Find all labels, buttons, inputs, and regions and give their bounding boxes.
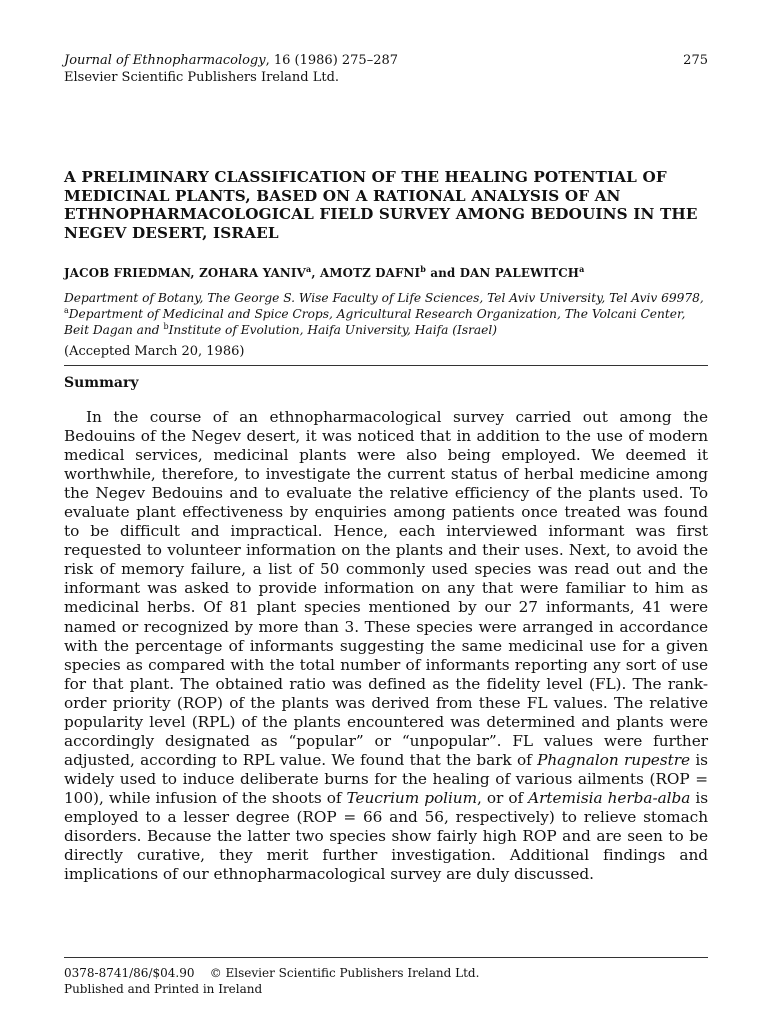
- author-list: [64, 265, 708, 281]
- species-phagnalon: Phagnalon rupestre: [537, 750, 690, 769]
- author-palewitch: DAN PALEWITCH: [459, 266, 580, 280]
- author-dafni: AMOTZ DAFNI: [320, 266, 421, 280]
- summary-heading: Summary: [64, 375, 139, 391]
- author-separator: ,: [311, 266, 321, 280]
- affiliations: [64, 290, 708, 338]
- journal-name: Journal of Ethnopharmacology: [64, 53, 266, 68]
- species-teucrium: Teucrium polium: [346, 788, 478, 807]
- journal-reference: , 16 (1986) 275–287: [265, 53, 399, 68]
- abstract-paragraph: [64, 408, 708, 884]
- paper-title: A PRELIMINARY CLASSIFICATION OF THE HEALING POTENTIAL OF MEDICINAL PLANTS, BASED ON A RATIONAL ANALYSIS OF AN ETHNOPHARMACOLOGICAL FIELD SURVEY AMONG BEDOUINS IN THE NEGEV DESERT, ISRAEL: [64, 168, 698, 242]
- journal-citation: [64, 52, 708, 69]
- printed-in: Published and Printed in Ireland: [64, 982, 263, 996]
- affiliation-a: Department of Medicinal and Spice Crops, Agricultural Research Organization, The Volcani Center, Beit Dagan and: [64, 307, 686, 337]
- header-divider: [64, 365, 708, 366]
- abstract-text-2: is widely used to induce deliberate burns for the healing of various ailments (ROP = 100), while infusion of the shoots of: [64, 750, 708, 807]
- page-number: 275: [683, 53, 708, 68]
- author-yaniv-affil-mark: a: [306, 264, 312, 274]
- abstract-text-3: , or of: [477, 788, 529, 807]
- footer-divider: [64, 957, 708, 958]
- abstract-text-4: is employed to a lesser degree (ROP = 66 and 56, respectively) to relieve stomach disorders. Because the latter two species show fairly high ROP and are seen to be directly curative, they merit further investigation. Additional findings and implications of our ethnopharmacological survey are duly discussed.: [64, 788, 708, 884]
- author-palewitch-affil-mark: a: [579, 264, 585, 274]
- paper-page: [64, 52, 708, 884]
- author-yaniv: ZOHARA YANIV: [199, 266, 306, 280]
- species-artemisia: Artemisia herba-alba: [528, 788, 691, 807]
- issn-copyright: 0378-8741/86/$04.90 © Elsevier Scientific Publishers Ireland Ltd.: [64, 966, 480, 980]
- abstract-text-1: In the course of an ethnopharmacological survey carried out among the Bedouins of the Negev desert, it was noticed that in addition to the use of modern medical services, medicinal plants were also being employed. We deemed it worthwhile, therefore, to investigate the current status of herbal medicine among the Negev Bedouins and to evaluate the relative efficiency of the plants used. To evaluate plant effectiveness by enquiries among patients once treated was found to be difficult and impractical. Hence, each interviewed informant was first requested to volunteer information on the plants and their uses. Next, to avoid the risk of memory failure, a list of 50 commonly used species was read out and the informant was asked to provide information on any that were familiar to him as medicinal herbs. Of 81 plant species mentioned by our 27 informants, 41 were named or recognized by more than 3. These species were arranged in accordance with the percentage of informants suggesting the same medicinal use for a given species as compared with the total number of informants reporting any sort of use for that plant. The obtained ratio was defined as the fidelity level (FL). The rank-order priority (ROP) of the plants was derived from these FL values. The relative popularity level (RPL) of the plants encountered was determined and plants were accordingly designated as “popular” or “unpopular”. FL values were further adjusted, according to RPL value. We found that the bark of: [64, 408, 708, 769]
- affiliation-main: Department of Botany, The George S. Wise Faculty of Life Sciences, Tel Aviv University, Tel Aviv 69978,: [64, 291, 704, 305]
- page-footer: [64, 965, 479, 997]
- affiliation-b: Institute of Evolution, Haifa University, Haifa (Israel): [168, 323, 498, 337]
- author-dafni-affil-mark: b: [420, 264, 427, 274]
- journal-header: [64, 52, 708, 86]
- author-friedman: JACOB FRIEDMAN,: [64, 266, 200, 280]
- accepted-date: (Accepted March 20, 1986): [64, 344, 245, 359]
- author-separator-and: and: [426, 266, 460, 280]
- affiliation-mark-b: b: [163, 322, 169, 331]
- affiliation-mark-a: a: [64, 306, 69, 315]
- publisher-line: Elsevier Scientific Publishers Ireland Ltd.: [64, 70, 340, 85]
